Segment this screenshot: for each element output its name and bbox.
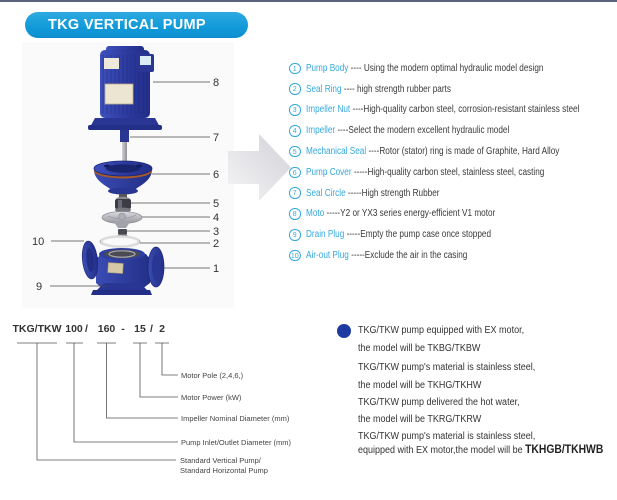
part-name: Pump Body — [305, 62, 348, 74]
part-name: Mechanical Seal — [305, 146, 366, 158]
callout-3: 3 — [213, 226, 220, 238]
part-description: ----Rotor (stator) ring is made of Graphite, Hard Alloy — [365, 146, 559, 158]
model-sep3: / — [150, 323, 153, 335]
part-name: Seal Ring — [305, 83, 342, 95]
part-name: Moto — [305, 208, 324, 220]
part-number-badge: 4 — [289, 125, 301, 137]
part-description: -----Exclude the air in the casing — [348, 250, 467, 262]
part-name: Air-out Plug — [305, 250, 349, 262]
label-impeller-dia: Impeller Nominal Diameter (mm) — [181, 414, 290, 423]
part-list-item — [289, 204, 617, 225]
note-line-final — [358, 444, 603, 457]
model-code-lines — [17, 343, 178, 460]
part-description: ----Select the modern excellent hydraulic model — [334, 125, 509, 137]
part-list-item — [289, 79, 617, 100]
part-number-badge: 5 — [289, 146, 301, 158]
part-name: Pump Cover — [305, 166, 352, 178]
model-pole: 2 — [159, 323, 165, 335]
part-list-item — [289, 58, 617, 79]
part-list-item — [289, 162, 617, 183]
callout-9: 9 — [36, 281, 43, 293]
pump-exploded-diagram — [0, 0, 300, 320]
note-line: the model will be TKBG/TKBW — [358, 343, 481, 354]
part-description: -----Empty the pump case once stopped — [343, 229, 491, 241]
model-power: 15 — [134, 323, 146, 335]
part-number-badge: 10 — [289, 250, 301, 262]
model-inlet: 100 — [65, 323, 83, 335]
note-final-prefix: equipped with EX motor,the model will be — [358, 445, 526, 456]
note-line: the model will be TKHG/TKHW — [358, 380, 482, 391]
callout-1: 1 — [213, 263, 220, 275]
model-sep1: / — [85, 323, 88, 335]
part-name: Impeller Nut — [305, 104, 350, 116]
callout-5: 5 — [213, 198, 220, 210]
part-name: Impeller — [305, 125, 335, 137]
part-description: ---- Using the modern optimal hydraulic model design — [347, 62, 543, 74]
part-list-item — [289, 120, 617, 141]
page-title: TKG VERTICAL PUMP — [48, 17, 206, 33]
model-code-diagram — [12, 312, 322, 490]
note-line: the model will be TKRG/TKRW — [358, 414, 482, 425]
part-list-item — [289, 141, 617, 162]
part-number-badge: 1 — [289, 63, 301, 75]
note-final-model: TKHGB/TKHWB — [525, 444, 604, 456]
label-inlet-outlet: Pump Inlet/Outlet Diameter (mm) — [181, 438, 292, 447]
part-number-badge: 2 — [289, 83, 301, 95]
label-standard-vertical: Standard Vertical Pump/ — [180, 456, 261, 465]
label-standard-horizontal: Standard Horizontal Pump — [180, 466, 268, 475]
part-number-badge: 7 — [289, 187, 301, 199]
callout-8: 8 — [213, 77, 220, 89]
note-line: TKG/TKW pump's material is stainless steel, — [358, 362, 536, 373]
callout-10: 10 — [32, 236, 45, 248]
note-line: TKG/TKW pump equipped with EX motor, — [358, 325, 525, 336]
part-number-badge: 9 — [289, 229, 301, 241]
callout-6: 6 — [213, 169, 220, 181]
right-arrow-icon — [228, 134, 291, 201]
callout-4: 4 — [213, 212, 220, 224]
part-description: -----Y2 or YX3 series energy-efficient V1 motor — [323, 208, 495, 220]
label-motor-pole: Motor Pole (2,4,6,) — [181, 371, 244, 380]
label-motor-power: Motor Power (kW) — [181, 393, 242, 402]
note-line: TKG/TKW pump delivered the hot water, — [358, 397, 520, 408]
part-name: Seal Circle — [305, 187, 346, 199]
part-description: -----High-quality carbon steel, stainless steel, casting — [351, 166, 544, 178]
part-description: -----High strength Rubber — [345, 187, 440, 199]
part-list-item — [289, 245, 617, 266]
part-number-badge: 8 — [289, 208, 301, 220]
part-number-badge: 6 — [289, 167, 301, 179]
part-description: ---- high strength rubber parts — [341, 83, 451, 95]
part-name: Drain Plug — [305, 229, 344, 241]
part-description: ----High-quality carbon steel, corrosion-resistant stainless steel — [349, 104, 579, 116]
bullet-dot-icon — [337, 324, 351, 338]
note-line: TKG/TKW pump's material is stainless steel, — [358, 431, 536, 442]
part-number-badge: 3 — [289, 104, 301, 116]
part-list-item — [289, 100, 617, 121]
model-impeller: 160 — [97, 323, 116, 335]
callout-7: 7 — [213, 132, 220, 144]
part-list-item — [289, 183, 617, 204]
model-prefix: TKG/TKW — [12, 323, 62, 335]
model-sep2: - — [121, 323, 125, 335]
parts-list — [289, 58, 617, 266]
part-list-item — [289, 224, 617, 245]
callout-2: 2 — [213, 238, 220, 250]
